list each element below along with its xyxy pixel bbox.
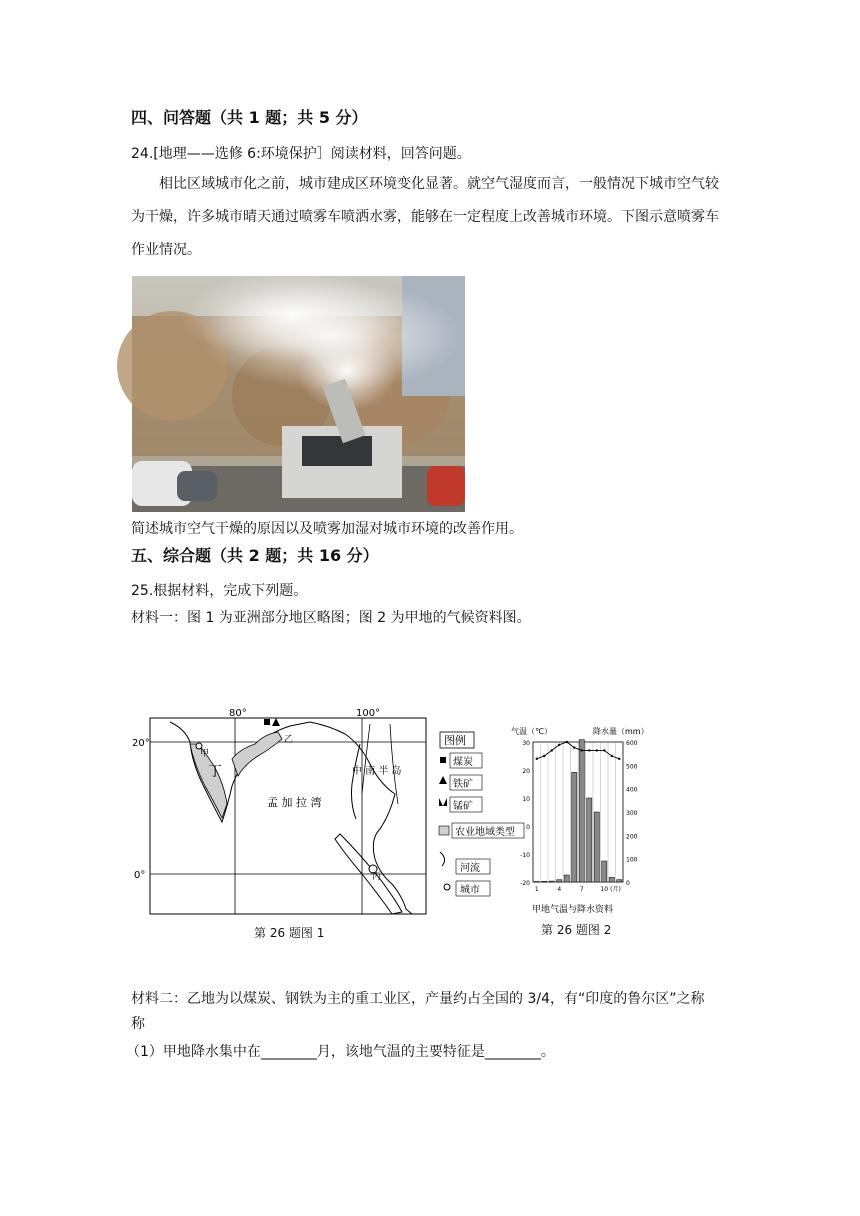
lon100-label: 100° (356, 708, 381, 719)
temperature-point-9 (596, 749, 598, 751)
bing-label: 丙 (372, 872, 382, 882)
precip-bar-12 (617, 880, 622, 882)
chart-caption: 第 26 题图 2 (541, 923, 612, 937)
material1: 材料一：图 1 为亚洲部分地区略图；图 2 为甲地的气候资料图。 (131, 610, 531, 626)
precip-bar-6 (572, 772, 577, 882)
month-tick-label: 10 (600, 886, 609, 893)
bay-label: 孟 加 拉 湾 (267, 796, 322, 809)
chart-ylabel-left: 气温（℃） (511, 727, 552, 736)
prec-tick-label: 200 (626, 833, 638, 841)
prec-tick-label: 0 (626, 880, 630, 887)
temperature-point-8 (588, 749, 590, 751)
section5-heading: 五、综合题（共 2 题；共 16 分） (131, 546, 379, 565)
temperature-point-10 (603, 749, 605, 751)
lat20-label: 20° (132, 738, 150, 749)
temp-tick-label: 30 (522, 740, 530, 747)
precip-bar-7 (579, 740, 584, 882)
q24-ask: 简述城市空气干燥的原因以及喷雾加湿对城市环境的改善作用。 (131, 521, 523, 537)
temp-tick-label: 0 (526, 824, 530, 831)
prec-tick-label: 600 (626, 740, 638, 747)
prec-tick-label: 400 (626, 786, 638, 794)
temperature-point-1 (536, 758, 538, 760)
q24-title: 24.[地理——选修 6:环境保护］阅读材料，回答问题。 (131, 146, 471, 162)
precip-bar-2 (542, 881, 547, 882)
month-tick-label: 7 (579, 886, 584, 893)
climate-chart (505, 722, 649, 926)
asia-map-figure (130, 704, 515, 948)
temperature-point-7 (581, 749, 583, 751)
legend-coal: 煤炭 (453, 757, 473, 768)
month-tick-label: 1 (534, 886, 539, 893)
precip-bar-11 (609, 877, 614, 882)
precip-bar-5 (564, 875, 569, 882)
chart-title: 甲地气温与降水资料 (532, 905, 614, 915)
temp-tick-label: -10 (520, 852, 530, 859)
legend-title: 图例 (444, 734, 466, 747)
legend-mn: 锰矿 (453, 801, 473, 812)
prec-tick-label: 500 (626, 763, 638, 771)
material2: 材料二：乙地为以煤炭、钢铁为主的重工业区，产量约占全国的 3/4，有“印度的鲁尔区”之称 (131, 991, 705, 1007)
month-tick-label: 4 (557, 886, 562, 893)
precip-bar-4 (557, 880, 562, 882)
section4-heading: 四、问答题（共 1 题；共 5 分） (131, 108, 368, 127)
precip-bar-8 (587, 798, 592, 882)
legend-iron: 铁矿 (453, 779, 473, 790)
temperature-point-3 (551, 749, 553, 751)
ding-label: 丁 (208, 764, 222, 780)
jia-label: 甲 (200, 749, 210, 759)
precip-bar-9 (594, 812, 599, 882)
legend-agri: 农业地域类型 (455, 827, 515, 838)
month-unit-label: (月) (610, 886, 621, 893)
prec-tick-label: 300 (626, 810, 638, 817)
chart-ylabel-right: 降水量（mm） (593, 727, 649, 736)
temperature-point-12 (618, 758, 620, 760)
prec-tick-label: 100 (626, 856, 638, 864)
temperature-point-4 (558, 744, 560, 746)
temp-tick-label: -20 (520, 880, 530, 887)
peninsula-label: 中 南 半 岛 (352, 766, 402, 777)
temperature-point-5 (566, 741, 568, 743)
material2-cont: 称 (131, 1016, 145, 1032)
temp-tick-label: 10 (522, 796, 530, 803)
yi-label: 乙 (284, 735, 294, 745)
q25-title: 25.根据材料，完成下列题。 (131, 583, 308, 599)
lat0-label: 0° (134, 870, 146, 881)
precip-bar-10 (602, 861, 607, 882)
spray-truck-photo (132, 276, 465, 512)
map-caption: 第 26 题图 1 (254, 926, 325, 940)
precip-bar-3 (549, 881, 554, 882)
legend-river: 河流 (460, 863, 480, 874)
legend-city: 城市 (460, 885, 480, 896)
temperature-point-6 (573, 746, 575, 748)
temp-tick-label: 20 (522, 768, 530, 775)
temperature-point-11 (611, 755, 613, 757)
q24-paragraph: 相比区域城市化之前，城市建成区环境变化显著。就空气湿度而言，一般情况下城市空气较为干燥，许多城市晴天通过喷雾车喷洒水雾，能够在一定程度上改善城市环境。下图示意喷雾车作业情况。 (131, 176, 719, 258)
sub-question-1: （1）甲地降水集中在________月，该地气温的主要特征是________。 (126, 1044, 555, 1060)
lon80-label: 80° (229, 708, 247, 719)
temperature-point-2 (543, 755, 545, 757)
